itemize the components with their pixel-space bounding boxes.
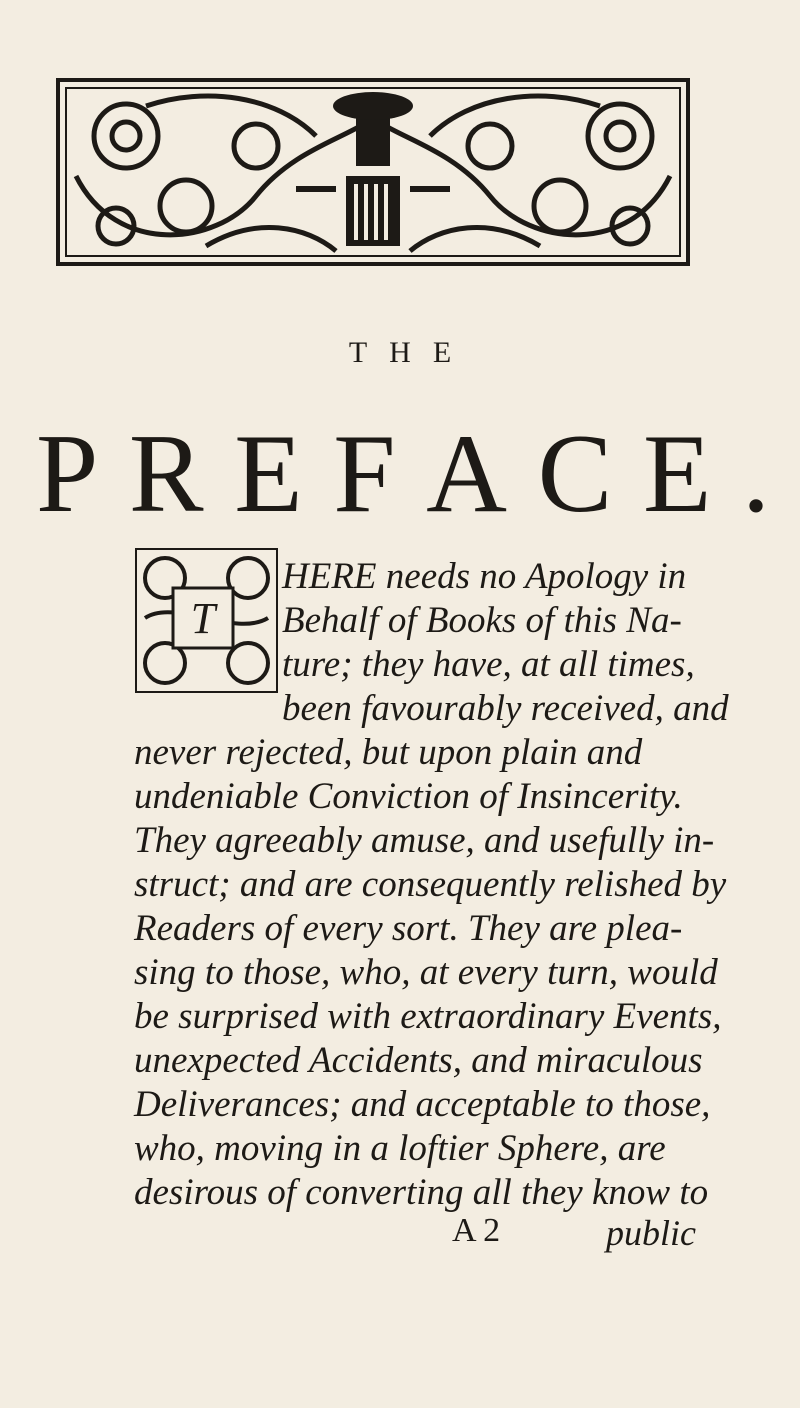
body-line-10: sing to those, who, at every turn, would: [134, 952, 718, 993]
title-preface-letter: P: [36, 412, 105, 536]
title-the: THE: [348, 336, 474, 369]
body-line-7: They agreeably amuse, and usefully in-: [134, 820, 715, 861]
body-line-9: Readers of every sort. They are plea-: [134, 908, 683, 949]
ornamental-headpiece: [56, 76, 690, 266]
title-preface-letter: A: [426, 412, 514, 536]
body-line-15: desirous of converting all they know to: [134, 1172, 709, 1213]
title-preface-letter: .: [742, 412, 776, 536]
body-line-11: be surprised with extraordinary Events,: [134, 996, 722, 1037]
body-line-12: unexpected Accidents, and miraculous: [134, 1040, 703, 1081]
body-line-1: HERE needs no Apology in: [282, 556, 687, 597]
initial-letter: T: [190, 594, 216, 643]
body-line-13: Deliverances; and acceptable to those,: [134, 1084, 711, 1125]
body-line-3: ture; they have, at all times,: [282, 644, 695, 685]
title-preface: [36, 412, 776, 536]
title-preface-letter: C: [537, 412, 619, 536]
body-line-4: been favourably received, and: [282, 688, 729, 729]
body-line-6: undeniable Conviction of Insincerity.: [134, 776, 683, 817]
title-preface-letter: F: [333, 412, 402, 536]
body-line-2: Behalf of Books of this Na-: [282, 600, 682, 641]
body-line-14: who, moving in a loftier Sphere, are: [134, 1128, 666, 1169]
title-preface-letter: E: [234, 412, 309, 536]
body-line-5: never rejected, but upon plain and: [134, 732, 643, 773]
decorated-initial: [135, 548, 278, 693]
title-preface-letter: R: [128, 412, 210, 536]
signature-mark: A 2: [452, 1212, 501, 1249]
title-preface-letter: E: [642, 412, 718, 536]
catchword: public: [606, 1213, 696, 1253]
body-line-8: struct; and are consequently relished by: [134, 864, 727, 905]
